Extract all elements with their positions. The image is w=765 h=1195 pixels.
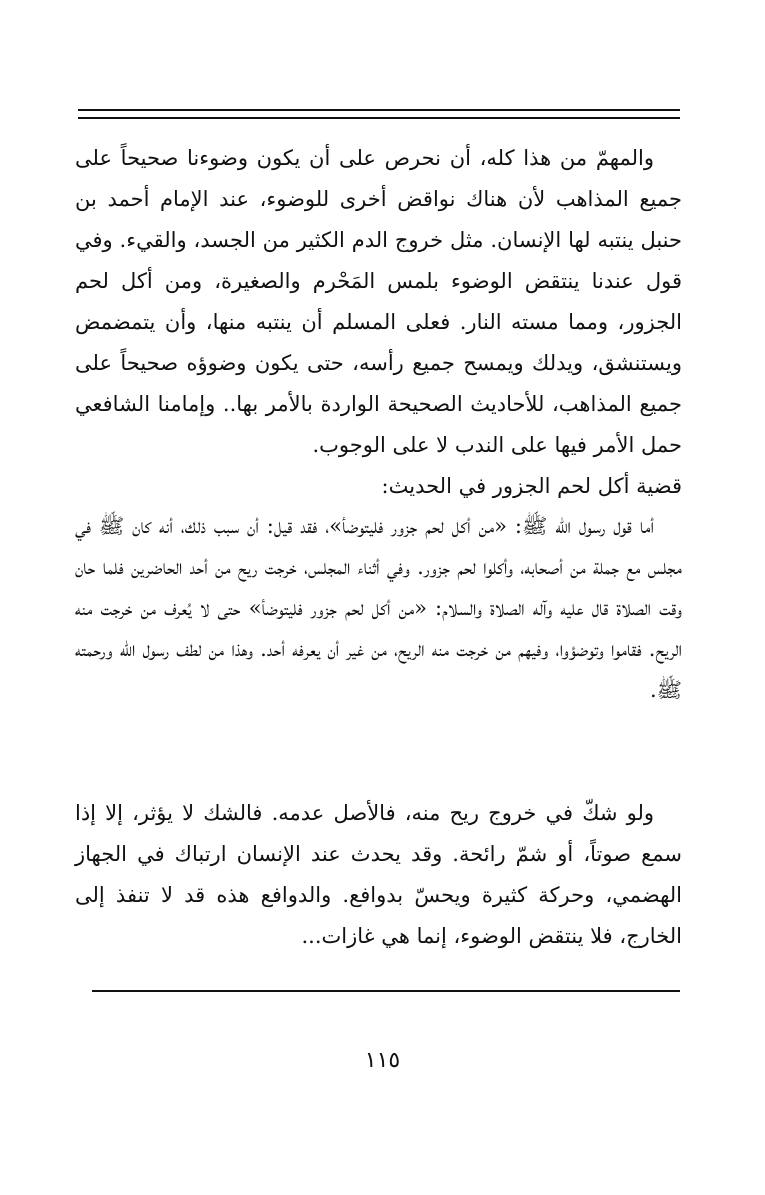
page-number: ١١٥ <box>364 1048 401 1073</box>
paragraph-camel-meat-hadith: أما قول رسول الله ﷺ: «من أكل لحم جزور فليتوضأ»، فقد قيل: أن سبب ذلك، أنه كان ﷺ في مجلس مع جملة من أصحابه، وأكلوا لحم جزور. وفي أثناء المجلس، خرجت ريح من أحد الحاضرين فلما حان وقت الصلاة قال عليه وآله الصلاة والسلام: «من أكل لحم جزور فليتوضأ» حتى لا يُعرف من خرجت منه الريح. فقاموا وتوضؤوا، وفيهم من خرجت منه الريح، من غير أن يعرفه أحد. وهذا من لطف رسول الله ورحمته ﷺ. <box>75 514 682 702</box>
section-heading: قضية أكل لحم الجزور في الحديث: <box>381 474 682 498</box>
header-rule-top <box>78 109 680 111</box>
footer-rule <box>92 990 680 992</box>
paragraph-wudu-validity: والمهمّ من هذا كله، أن نحرص على أن يكون وضوءنا صحيحاً على جميع المذاهب لأن هناك نواقض أخرى للوضوء، عند الإمام أحمد بن حنبل ينتبه لها الإنسان. مثل خروج الدم الكثير من الجسد، والقيء. وفي قول عندنا ينتقض الوضوء بلمس المَحْرم والصغيرة، ومن أكل لحم الجزور، ومما مسته النار. فعلى المسلم أن ينتبه منها، وأن يتمضمض ويستنشق، ويدلك ويمسح جميع رأسه، حتى يكون وضوؤه صحيحاً على جميع المذاهب، للأحاديث الصحيحة الواردة بالأمر بها.. وإمامنا الشافعي حمل الأمر فيها على الندب لا على الوجوب. <box>75 146 683 457</box>
paragraph-doubt-ruling: ولو شكّ في خروج ريح منه، فالأصل عدمه. فالشك لا يؤثر، إلا إذا سمع صوتاً، أو شمّ رائحة. وقد يحدث عند الإنسان ارتباك في الجهاز الهضمي، وحركة كثيرة ويحسّ بدوافع. والدوافع هذه قد لا تنفذ إلى الخارج، فلا ينتقض الوضوء، إنما هي غازات... <box>75 801 682 948</box>
header-rule-bottom <box>78 117 680 119</box>
